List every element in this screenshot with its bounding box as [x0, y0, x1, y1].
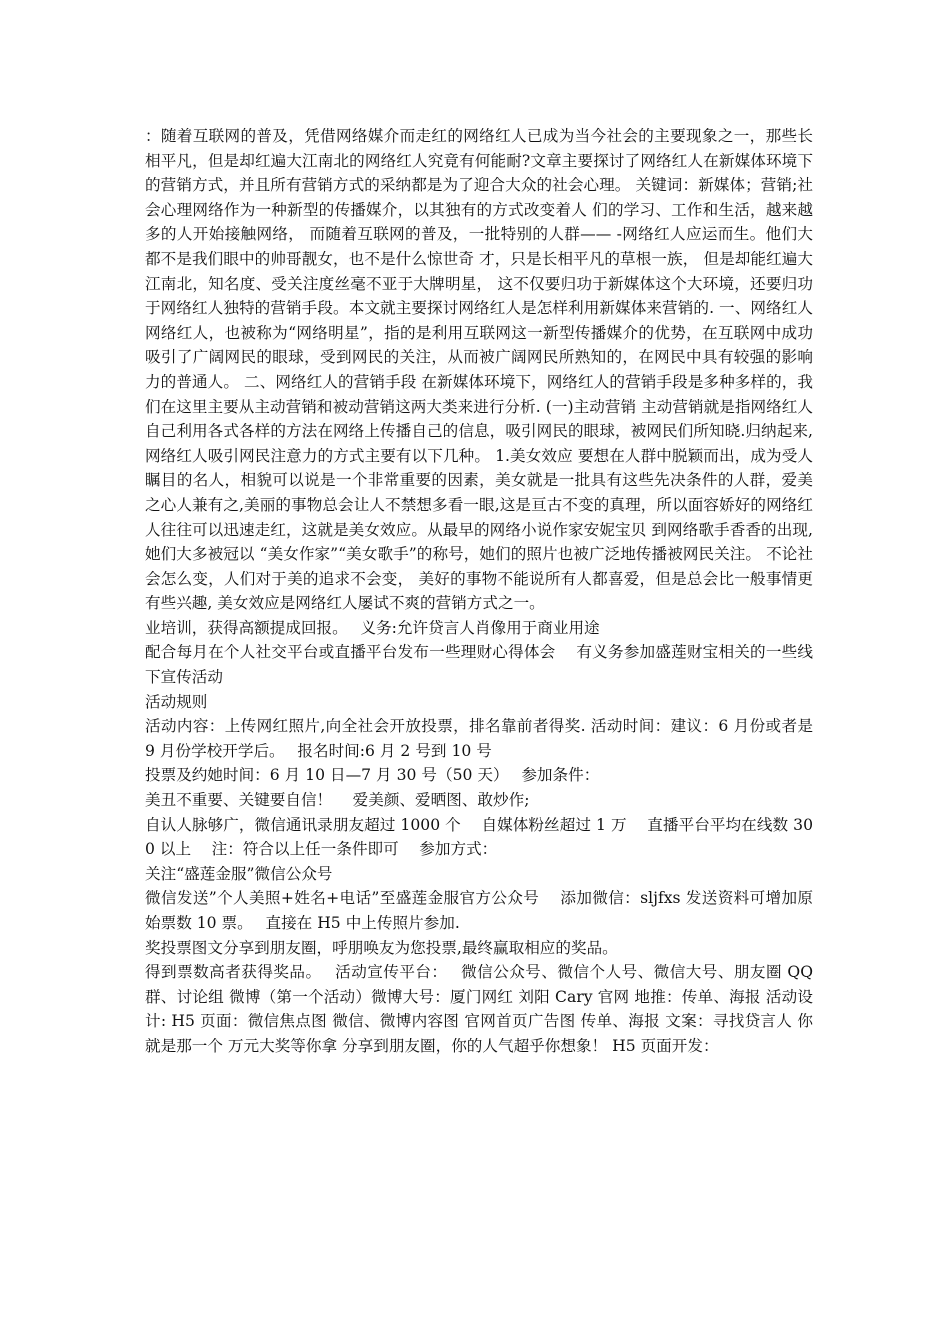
paragraph-requirements: 自认人脉够广，微信通讯录朋友超过 1000 个 自媒体粉丝超过 1 万 直播平台平均在线数 300 以上 注：符合以上任一条件即可 参加方式： — [145, 815, 813, 859]
paragraph-send-message: 微信发送”个人美照+姓名+电话”至盛莲金服官方公众号 添加微信：sljfxs 发送资料可增加原始票数 10 票。 直接在 H5 中上传照片参加. — [145, 889, 813, 932]
paragraph-share-vote: 奖投票图文分享到朋友圈，呼朋唤友为您投票,最终赢取相应的奖品。 — [145, 938, 618, 957]
paragraph-voting-time: 投票及约她时间：6 月 10 日—7 月 30 号（50 天） 参加条件： — [145, 766, 600, 785]
paragraph-activity-content: 活动内容：上传网红照片,向全社会开放投票，排名靠前者得奖. 活动时间：建议：6 月份或者是 9 月份学校开学后。 报名时间:6 月 2 号到 10 号 — [145, 717, 813, 760]
paragraph-promotion: 得到票数高者获得奖品。 活动宣传平台： 微信公众号、微信个人号、微信大号、朋友圈 QQ 群、讨论组 微博（第一个活动）微博大号：厦门网红 刘阳 Cary 官网 地推：传单、海报 活动设计: H5 页面：微信焦点图 微信、微博内容图 官网首页广告图 传单、海报 文案：寻找贷言人 你就是那一个 万元大奖等你拿 分享到朋友圈，你的人气超乎你想象！ H5 页面开发： — [145, 963, 813, 1055]
paragraph-follow-account: 关注“盛莲金服”微信公众号 — [145, 864, 333, 883]
document-body — [145, 124, 813, 1059]
paragraph-obligations: 业培训，获得高额提成回报。 义务:允许贷言人肖像用于商业用途 — [145, 618, 600, 637]
paragraph-conditions: 美丑不重要、关键要自信！ 爱美颜、爱晒图、敢炒作; — [145, 791, 530, 810]
paragraph-intro: ：随着互联网的普及，凭借网络媒介而走红的网络红人已成为当今社会的主要现象之一，那些长相平凡，但是却红遍大江南北的网络红人究竟有何能耐?文章主要探讨了网络红人在新媒体环境下的营销方式，并且所有营销方式的采纳都是为了迎合大众的社会心理。 关键词：新媒体；营销;社会心理网络作为一种新型的传播媒介，以其独有的方式改变着人 们的学习、工作和生活，越来越多的人开始接触网络， 而随着互联网的普及，一批特别的人群—— -网络红人应运而生。他们大都不是我们眼中的帅哥靓女，也不是什么惊世奇 才，只是长相平凡的草根一族， 但是却能红遍大江南北，知名度、受关注度丝毫不亚于大牌明星， 这不仅要归功于新媒体这个大环境，还要归功于网络红人独特的营销手段。本文就主要探讨网络红人是怎样利用新媒体来营销的. 一、网络红人网络红人，也被称为“网络明星”，指的是利用互联网这一新型传播媒介的优势，在互联网中成功吸引了广阔网民的眼球，受到网民的关注，从而被广阔网民所熟知的，在网民中具有较强的影响力的普通人。 二、网络红人的营销手段 在新媒体环境下，网络红人的营销手段是多种多样的，我们在这里主要从主动营销和被动营销这两大类来进行分析. (一)主动营销 主动营销就是指网络红人自己利用各式各样的方法在网络上传播自己的信息，吸引网民的眼球，被网民们所知晓.归纳起来,网络红人吸引网民注意力的方式主要有以下几种。 1.美女效应 要想在人群中脱颖而出，成为受人瞩目的名人，相貌可以说是一个非常重要的因素，美女就是一批具有这些先决条件的人群，爱美之心人兼有之,美丽的事物总会让人不禁想多看一眼,这是亘古不变的真理，所以面容娇好的网络红人往往可以迅速走红，这就是美女效应。从最早的网络小说作家安妮宝贝 到网络歌手香香的出现,她们大多被冠以 “美女作家”“美女歌手”的称号，她们的照片也被广泛地传播被网民关注。 不论社会怎么变，人们对于美的追求不会变， 美好的事物不能说所有人都喜爱，但是总会比一般事情更有些兴趣, 美女效应是网络红人屡试不爽的营销方式之一。 — [145, 127, 813, 613]
paragraph-monthly-sharing: 配合每月在个人社交平台或直播平台发布一些理财心得体会 有义务参加盛莲财宝相关的一些线下宣传活动 — [145, 643, 813, 687]
paragraph-rules-heading: 活动规则 — [145, 692, 208, 711]
